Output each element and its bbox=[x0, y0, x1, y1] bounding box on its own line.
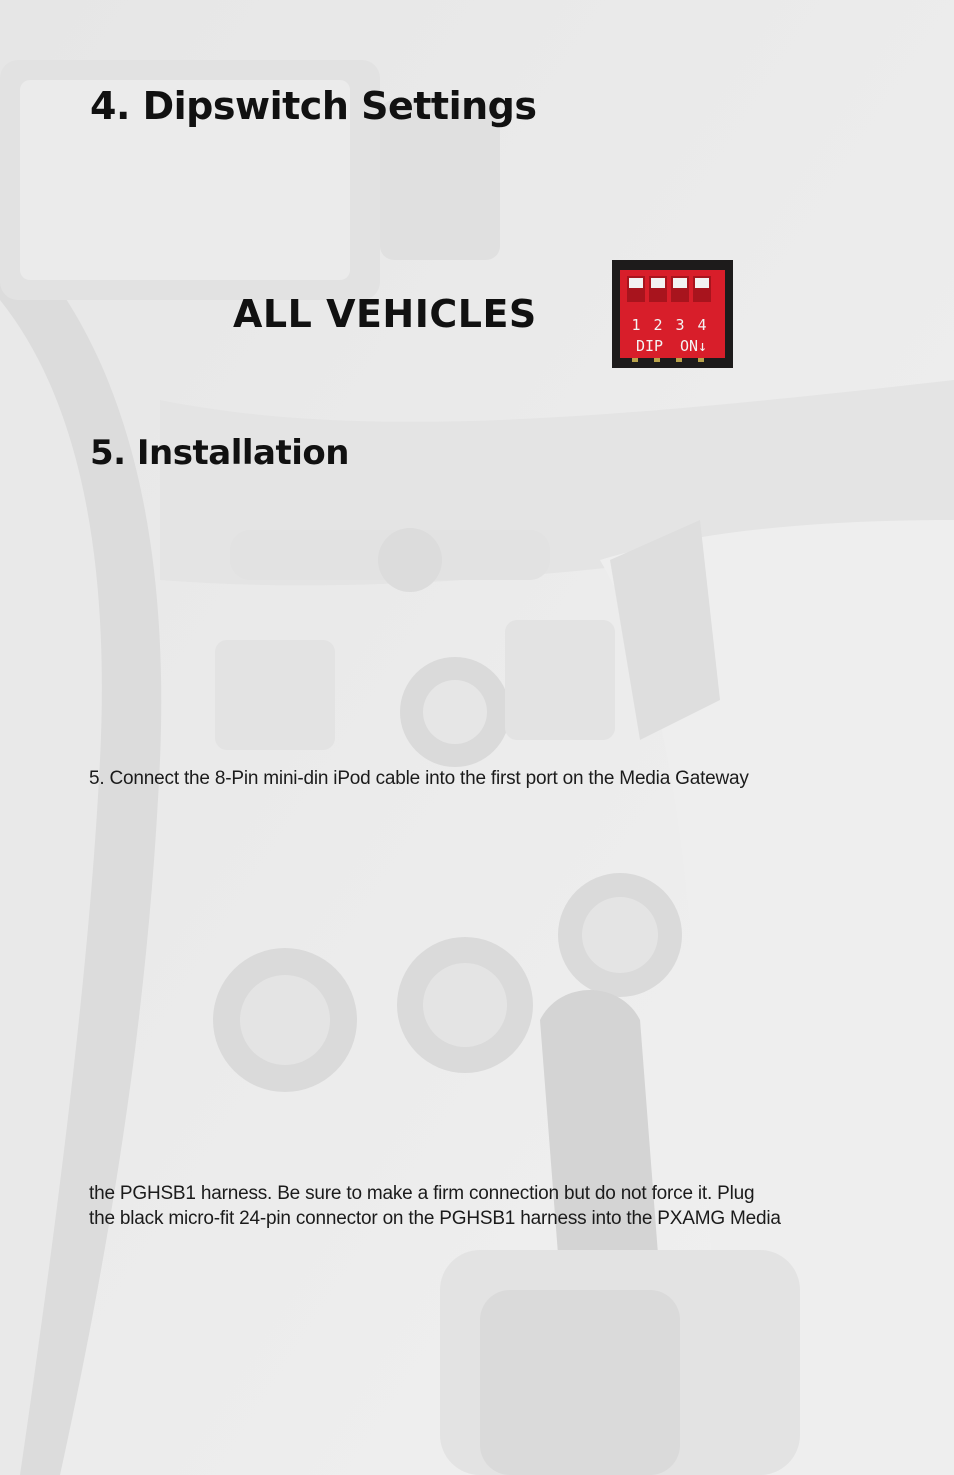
section-heading-installation: 5. Installation bbox=[90, 433, 349, 473]
dip-switch-icon bbox=[612, 260, 733, 368]
dip-number-1: 1 bbox=[631, 316, 641, 334]
dip-label-left: DIP bbox=[636, 337, 664, 355]
dip-switch-toggle-3 bbox=[673, 278, 687, 288]
instruction-line-a: the PGHSB1 harness. Be sure to make a firm connection but do not force it. Plug bbox=[89, 1183, 755, 1204]
dip-number-2: 2 bbox=[653, 316, 663, 334]
dip-switch-toggle-2 bbox=[651, 278, 665, 288]
all-vehicles-label: ALL VEHICLES bbox=[233, 292, 537, 336]
dip-switch-toggle-1 bbox=[629, 278, 643, 288]
dip-switch-toggle-4 bbox=[695, 278, 709, 288]
dip-label-right: ON↓ bbox=[680, 337, 708, 355]
instruction-line-b: the black micro-fit 24-pin connector on the PGHSB1 harness into the PXAMG Media bbox=[89, 1208, 781, 1229]
dip-number-3: 3 bbox=[675, 316, 685, 334]
section-heading-dipswitch: 4. Dipswitch Settings bbox=[90, 84, 537, 128]
dip-switch-image bbox=[612, 260, 733, 368]
instruction-step-5: 5. Connect the 8-Pin mini-din iPod cable into the first port on the Media Gateway bbox=[89, 768, 749, 789]
dip-number-4: 4 bbox=[697, 316, 707, 334]
